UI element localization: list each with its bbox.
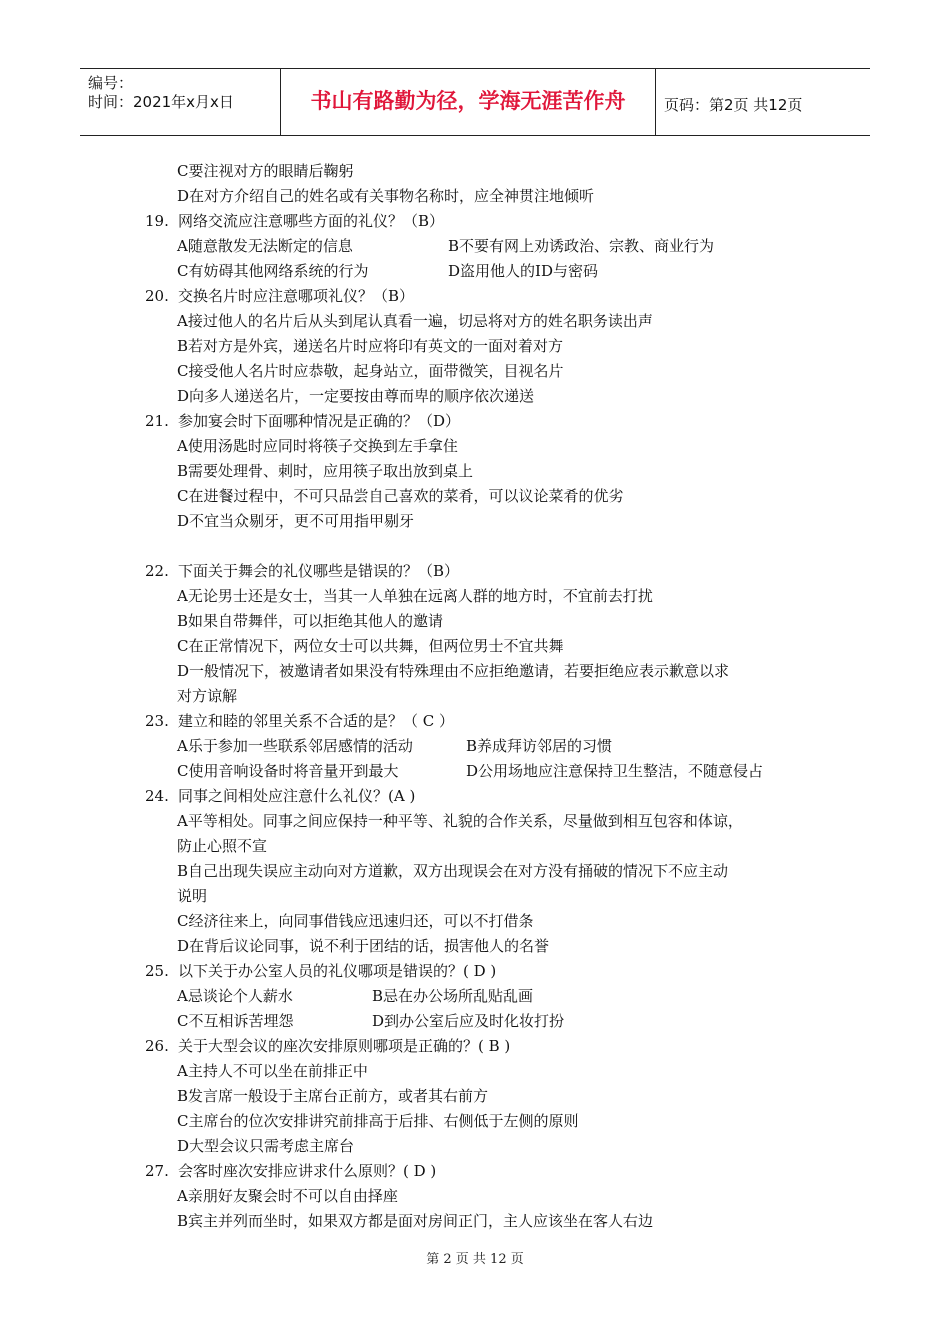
q19-number: 19.	[145, 212, 169, 230]
q26-option-d: D大型会议只需考虑主席台	[177, 1137, 355, 1155]
q26-number: 26.	[145, 1037, 169, 1055]
q27-question: 会客时座次安排应讲求什么原则？( D )	[178, 1162, 437, 1180]
q24-option-d: D在背后议论同事，说不利于团结的话，损害他人的名誉	[177, 937, 550, 955]
q21-number: 21.	[145, 412, 169, 430]
q21-option-d: D不宜当众剔牙，更不可用指甲剔牙	[177, 512, 415, 530]
q24-question: 同事之间相处应注意什么礼仪？(A )	[178, 787, 416, 805]
q27-option-a: A亲朋好友聚会时不可以自由择座	[177, 1187, 398, 1205]
q22-option-b: B如果自带舞伴，可以拒绝其他人的邀请	[177, 612, 444, 630]
q24-number: 24.	[145, 787, 169, 805]
q20-option-d: D向多人递送名片，一定要按由尊而卑的顺序依次递送	[177, 387, 535, 405]
header-page-code: 页码：第2页 共12页	[664, 96, 803, 114]
q22-option-d-continued: 对方谅解	[177, 687, 238, 705]
q21-option-b: B需要处理骨、刺时，应用筷子取出放到桌上	[177, 462, 474, 480]
header-time-label: 时间：2021年x月x日	[88, 93, 234, 111]
q23-option-d: D公用场地应注意保持卫生整洁，不随意侵占	[466, 762, 764, 780]
header-bottom-border	[80, 135, 870, 136]
header-top-border	[80, 68, 870, 69]
q22-option-a: A无论男士还是女士，当其一人单独在远离人群的地方时，不宜前去打扰	[177, 587, 653, 605]
q24-option-a-continued: 防止心照不宣	[177, 837, 268, 855]
q26-question: 关于大型会议的座次安排原则哪项是正确的？( B )	[178, 1037, 511, 1055]
q25-option-a: A忌谈论个人薪水	[177, 987, 293, 1005]
q22-option-d: D一般情况下，被邀请者如果没有特殊理由不应拒绝邀请，若要拒绝应表示歉意以求	[177, 662, 730, 680]
q25-option-d: D到办公室后应及时化妆打扮	[372, 1012, 565, 1030]
q26-option-a: A主持人不可以坐在前排正中	[177, 1062, 368, 1080]
header-divider-1	[280, 68, 281, 135]
q20-option-b: B若对方是外宾，递送名片时应将印有英文的一面对着对方	[177, 337, 564, 355]
q21-option-c: C在进餐过程中，不可只品尝自己喜欢的菜肴，可以议论菜肴的优劣	[177, 487, 624, 505]
q21-question: 参加宴会时下面哪种情况是正确的？（D）	[178, 412, 461, 430]
q18-option-d: D在对方介绍自己的姓名或有关事物名称时，应全神贯注地倾听	[177, 187, 595, 205]
q19-option-b: B不要有网上劝诱政治、宗教、商业行为	[448, 237, 715, 255]
q26-option-c: C主席台的位次安排讲究前排高于后排、右侧低于左侧的原则	[177, 1112, 579, 1130]
q27-option-b: B宾主并列而坐时，如果双方都是面对房间正门，主人应该坐在客人右边	[177, 1212, 654, 1230]
page-footer: 第 2 页 共 12 页	[426, 1252, 524, 1267]
q20-option-a: A接过他人的名片后从头到尾认真看一遍，切忌将对方的姓名职务读出声	[177, 312, 653, 330]
q19-question: 网络交流应注意哪些方面的礼仪？（B）	[178, 212, 445, 230]
q25-option-c: C不互相诉苦埋怨	[177, 1012, 294, 1030]
header-motto: 书山有路勤为径，学海无涯苦作舟	[310, 89, 626, 113]
q24-option-a: A平等相处。同事之间应保持一种平等、礼貌的合作关系，尽量做到相互包容和体谅，	[177, 812, 743, 830]
q25-question: 以下关于办公室人员的礼仪哪项是错误的？( D )	[178, 962, 497, 980]
q20-question: 交换名片时应注意哪项礼仪？（B）	[178, 287, 415, 305]
q26-option-b: B发言席一般设于主席台正前方，或者其右前方	[177, 1087, 489, 1105]
q19-option-c: C有妨碍其他网络系统的行为	[177, 262, 369, 280]
q25-option-b: B忌在办公场所乱贴乱画	[372, 987, 534, 1005]
q24-option-b: B自己出现失误应主动向对方道歉，双方出现误会在对方没有捅破的情况下不应主动	[177, 862, 729, 880]
q23-option-b: B养成拜访邻居的习惯	[466, 737, 613, 755]
q24-option-c: C经济往来上，向同事借钱应迅速归还，可以不打借条	[177, 912, 534, 930]
header-divider-2	[655, 68, 656, 135]
q22-question: 下面关于舞会的礼仪哪些是错误的？（B）	[178, 562, 460, 580]
q18-option-c: C要注视对方的眼睛后鞠躬	[177, 162, 354, 180]
q19-option-d: D盗用他人的ID与密码	[448, 262, 598, 280]
q27-number: 27.	[145, 1162, 169, 1180]
q25-number: 25.	[145, 962, 169, 980]
q21-option-a: A使用汤匙时应同时将筷子交换到左手拿住	[177, 437, 458, 455]
header-code-label: 编号：	[88, 74, 134, 92]
q20-option-c: C接受他人名片时应恭敬，起身站立，面带微笑，目视名片	[177, 362, 564, 380]
q23-question: 建立和睦的邻里关系不合适的是？（ C ）	[178, 712, 455, 730]
q23-number: 23.	[145, 712, 169, 730]
q19-option-a: A随意散发无法断定的信息	[177, 237, 353, 255]
q23-option-a: A乐于参加一些联系邻居感情的活动	[177, 737, 413, 755]
q20-number: 20.	[145, 287, 169, 305]
q23-option-c: C使用音响设备时将音量开到最大	[177, 762, 399, 780]
q22-number: 22.	[145, 562, 169, 580]
q24-option-b-continued: 说明	[177, 887, 208, 905]
q22-option-c: C在正常情况下，两位女士可以共舞，但两位男士不宜共舞	[177, 637, 564, 655]
